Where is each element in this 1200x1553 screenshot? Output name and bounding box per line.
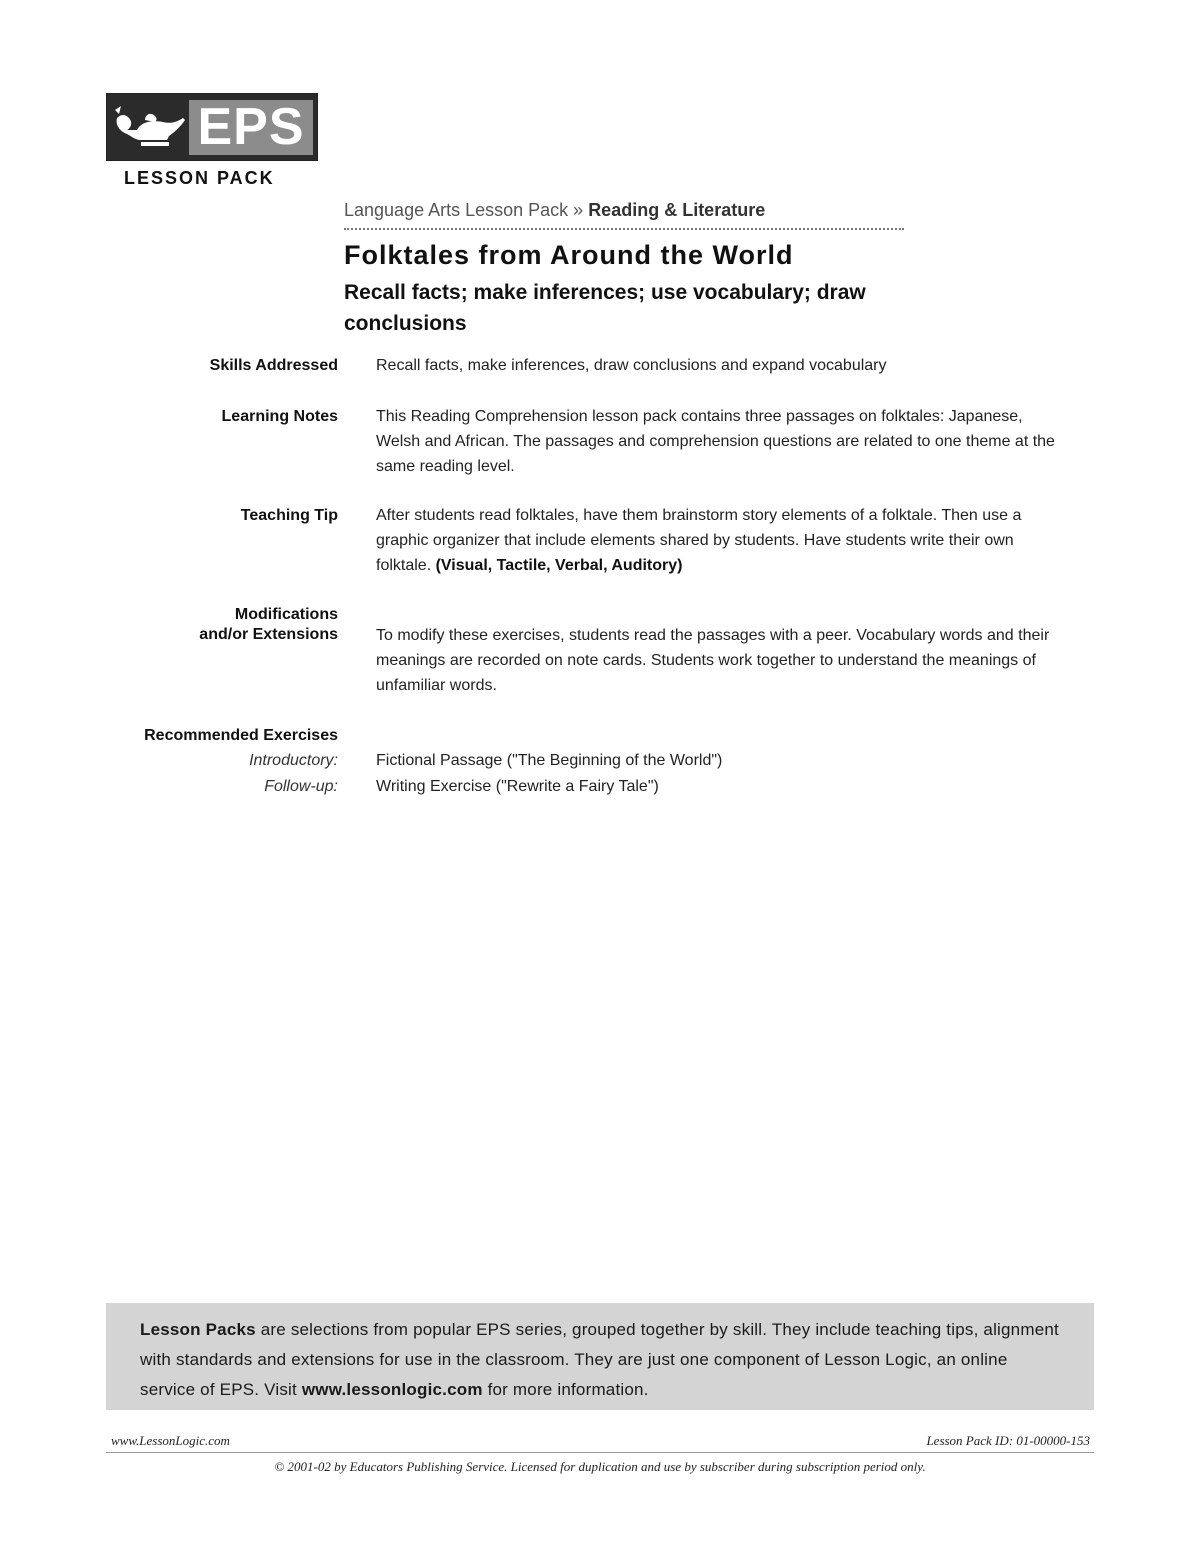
promo-link[interactable]: www.lessonlogic.com	[301, 1380, 483, 1399]
modifications-label-line1: Modifications	[234, 606, 338, 623]
learning-notes-text: This Reading Comprehension lesson pack contains three passages on folktales: Japanese, Welsh and African. The passages and comprehension questions are related to one theme at the same reading level.	[376, 408, 1055, 475]
breadcrumb-prefix: Language Arts Lesson Pack »	[344, 200, 584, 220]
skills-text: Recall facts, make inferences, draw conclusions and expand vocabulary	[376, 357, 887, 374]
teaching-tip-modalities: (Visual, Tactile, Verbal, Auditory)	[435, 557, 683, 574]
copyright-notice: © 2001-02 by Educators Publishing Service. Licensed for duplication and use by subscriber during subscription period only.	[274, 1459, 926, 1474]
modifications-text: To modify these exercises, students read the passages with a peer. Vocabulary words and their meanings are recorded on note cards. Students work together to understand the meanings of unfamiliar words.	[376, 627, 1050, 694]
breadcrumb-current: Reading & Literature	[588, 200, 766, 220]
footer-website[interactable]: www.LessonLogic.com	[111, 1433, 230, 1448]
promo-text-1: are selections from popular EPS series, grouped together by skill. They include teaching tips, alignment with standards and extensions for use in the classroom. They are just one component of Lesson Logic, an online service of EPS. Visit	[140, 1320, 1059, 1399]
footer-divider	[106, 1452, 1094, 1453]
skills-label: Skills Addressed	[209, 357, 338, 374]
promo-lead: Lesson Packs	[140, 1320, 256, 1339]
modifications-label-line2: and/or Extensions	[199, 626, 338, 643]
breadcrumb	[344, 200, 765, 221]
introductory-label: Introductory:	[249, 752, 338, 769]
page-title: Folktales from Around the World	[344, 240, 794, 270]
dotted-divider	[344, 228, 904, 230]
recommended-label: Recommended Exercises	[144, 727, 338, 744]
eps-logo-text: EPS	[189, 100, 313, 155]
introductory-text: Fictional Passage ("The Beginning of the World")	[376, 752, 723, 769]
promo-box	[106, 1303, 1094, 1410]
teaching-tip-label: Teaching Tip	[240, 507, 338, 524]
followup-text: Writing Exercise ("Rewrite a Fairy Tale")	[376, 778, 659, 795]
modifications-label	[199, 605, 338, 645]
brand-label: LESSON PACK	[124, 168, 275, 188]
eps-logo	[106, 93, 318, 161]
lamp-icon	[111, 100, 189, 154]
footer-pack-id: Lesson Pack ID: 01-00000-153	[926, 1433, 1090, 1448]
page-subtitle: Recall facts; make inferences; use vocabulary; draw conclusions	[344, 281, 866, 335]
followup-label: Follow-up:	[264, 778, 338, 795]
teaching-tip-body: After students read folktales, have them brainstorm story elements of a folktale. Then use a graphic organizer that include elements shared by students. Have students write their own folktale.	[376, 507, 1022, 574]
learning-notes-label: Learning Notes	[221, 408, 338, 425]
teaching-tip-text	[376, 503, 1066, 578]
promo-text-2: for more information.	[482, 1380, 649, 1399]
